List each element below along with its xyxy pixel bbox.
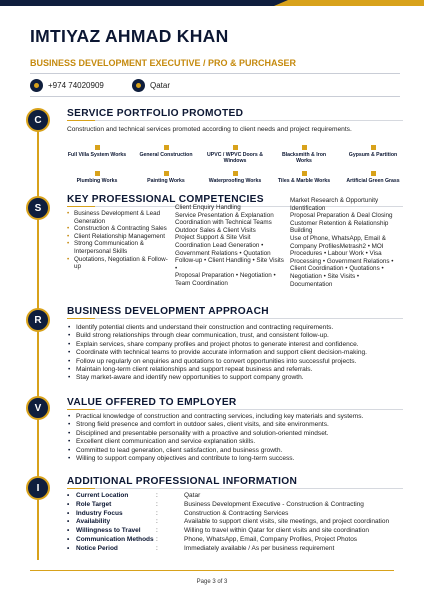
competency-item: Proposal Preparation & Deal Closing (290, 212, 393, 220)
bullet-square-icon (95, 145, 100, 150)
list-item: • Build strong relationships through clear communication, trust, and consistent follow-up. (67, 332, 403, 340)
section-badge-r: R (26, 308, 50, 332)
portfolio-item: General Construction (136, 145, 196, 165)
portfolio-item: Artificial Green Grass (343, 171, 403, 184)
page-number: Page 3 of 3 (196, 579, 228, 585)
location-contact (132, 78, 170, 92)
value-list (67, 413, 403, 463)
list-item: • Stay market-aware and identify new opportunities to support company growth. (67, 374, 403, 382)
portfolio-intro: Construction and technical services promoted according to client needs and project requirements. (67, 126, 352, 133)
candidate-role: BUSINESS DEVELOPMENT EXECUTIVE / PRO & PURCHASER (30, 58, 297, 68)
table-row: • Current Location : Qatar (67, 492, 389, 501)
bullet-square-icon (164, 145, 169, 150)
section-title-approach: BUSINESS DEVELOPMENT APPROACH (67, 306, 269, 317)
competency-item: Outdoor Sales & Client Visits (175, 226, 256, 234)
portfolio-row-2 (67, 171, 403, 184)
phone-icon (30, 79, 43, 92)
portfolio-item: Tiles & Marble Works (274, 171, 334, 184)
section-title-value: VALUE OFFERED TO EMPLOYER (67, 397, 237, 408)
section-rule-approach (67, 318, 403, 319)
competency-item: Use of Phone, WhatsApp, Email & Company ProfilesMetrash2 • MOI Procedures • Labour Work • Visa Processing • Government Relations • Client Coordination • Quotations • Negotiation • Site Visits • Documentation (290, 234, 394, 288)
service-portfolio-grid (67, 145, 403, 184)
section-badge-c: C (26, 108, 50, 132)
list-item: • Maintain long-term client relationships and support repeat business and referrals. (67, 366, 403, 374)
list-item: • Strong field presence and comfort in outdoor sales, client visits, and site environments. (67, 421, 403, 429)
list-item: • Practical knowledge of construction and contracting services, including key materials and systems. (67, 413, 403, 421)
top-bar-gold (274, 0, 424, 6)
additional-info-table (67, 492, 389, 554)
portfolio-row-1 (67, 145, 403, 165)
competency-item: Service Presentation & Explanation (175, 211, 274, 219)
header-divider-bottom (30, 96, 400, 97)
portfolio-item: UPVC / WPVC Doors & Windows (205, 145, 265, 165)
portfolio-item: Gypsum & Partition (343, 145, 403, 165)
list-item: • Follow up regularly on enquiries and quotations to convert opportunities into successful projects. (67, 358, 403, 366)
bullet-square-icon (233, 145, 238, 150)
section-title-portfolio: SERVICE PORTFOLIO PROMOTED (67, 108, 244, 119)
list-item: • Identify potential clients and understand their construction and contracting requirements. (67, 324, 403, 332)
competencies-col-3 (290, 197, 403, 288)
bullet-square-icon (302, 171, 307, 176)
competency-item: • Quotations, Negotiation & Follow-up (67, 255, 168, 271)
competency-item: • Strong Communication & Interpersonal Skills (67, 240, 144, 255)
list-item: • Committed to lead generation, client satisfaction, and business growth. (67, 447, 403, 455)
competencies-col-1 (67, 210, 173, 271)
list-item: • Explain services, share company profiles and project photos to generate interest and confidence. (67, 341, 403, 349)
location-pin-icon (132, 79, 145, 92)
section-rule-info (67, 488, 403, 489)
location-text: Qatar (150, 80, 171, 90)
section-badge-i: I (26, 476, 50, 500)
table-row: • Industry Focus : Construction & Contracting Services (67, 510, 389, 519)
portfolio-item: Blacksmith & Iron Works (274, 145, 334, 165)
table-row: • Role Target : Business Development Executive - Construction & Contracting (67, 501, 389, 510)
table-row: • Willingness to Travel : Willing to travel within Qatar for client visits and site coordination (67, 527, 389, 536)
competencies-col-2 (175, 204, 287, 288)
section-title-info: ADDITIONAL PROFESSIONAL INFORMATION (67, 476, 298, 487)
phone-number: +974 74020909 (48, 80, 104, 90)
competency-item: Project Support & Site Visit Coordination Lead Generation • Government Relations • Quotation Follow-up • Client Handling • Site Visits • (175, 234, 284, 272)
top-accent-bar (0, 0, 424, 6)
table-row: • Communication Methods : Phone, WhatsApp, Email, Company Profiles, Project Photos (67, 536, 389, 545)
competency-item: • Business Development & Lead Generation (67, 210, 161, 225)
section-rule-portfolio (67, 120, 403, 121)
header-divider-top (30, 73, 400, 74)
competency-item: Coordination with Technical Teams (175, 219, 272, 227)
bullet-square-icon (233, 171, 238, 176)
competency-item: • Client Relationship Management (67, 232, 166, 240)
section-badge-v: V (26, 396, 50, 420)
bullet-square-icon (302, 145, 307, 150)
competency-item: Customer Retention & Relationship Building (290, 219, 389, 235)
portfolio-item: Painting Works (136, 171, 196, 184)
competency-item: Proposal Preparation • Negotiation • Team Coordination (175, 272, 276, 287)
competency-item: • Construction & Contracting Sales (67, 225, 167, 233)
portfolio-item: Waterproofing Works (205, 171, 265, 184)
competency-item: Client Enquiry Handling (175, 204, 241, 211)
table-row: • Notice Period : Immediately available / As per business requirement (67, 545, 389, 554)
bullet-square-icon (371, 171, 376, 176)
list-item: • Disciplined and presentable personality with a proactive and solution-oriented mindset. (67, 430, 403, 438)
section-badge-s: S (26, 196, 50, 220)
table-row: • Availability : Available to support client visits, site meetings, and project coordination (67, 518, 389, 527)
bullet-square-icon (371, 145, 376, 150)
portfolio-item: Full Villa System Works (67, 145, 127, 165)
list-item: • Willing to support company objectives and contribute to long-term success. (67, 455, 403, 463)
list-item: • Excellent client communication and service explanation skills. (67, 438, 403, 446)
list-item: • Coordinate with technical teams to provide accurate information and support client decision-making. (67, 349, 403, 357)
portfolio-item: Plumbing Works (67, 171, 127, 184)
approach-list (67, 324, 403, 383)
bullet-square-icon (164, 171, 169, 176)
competency-item: Market Research & Opportunity Identification (290, 197, 379, 212)
footer-divider (30, 570, 394, 571)
section-rule-value (67, 409, 403, 410)
bullet-square-icon (95, 171, 100, 176)
candidate-name: IMTIYAZ AHMAD KHAN (30, 26, 229, 46)
phone-contact (30, 78, 104, 92)
section-title-competencies: KEY PROFESSIONAL COMPETENCIES (67, 194, 264, 205)
